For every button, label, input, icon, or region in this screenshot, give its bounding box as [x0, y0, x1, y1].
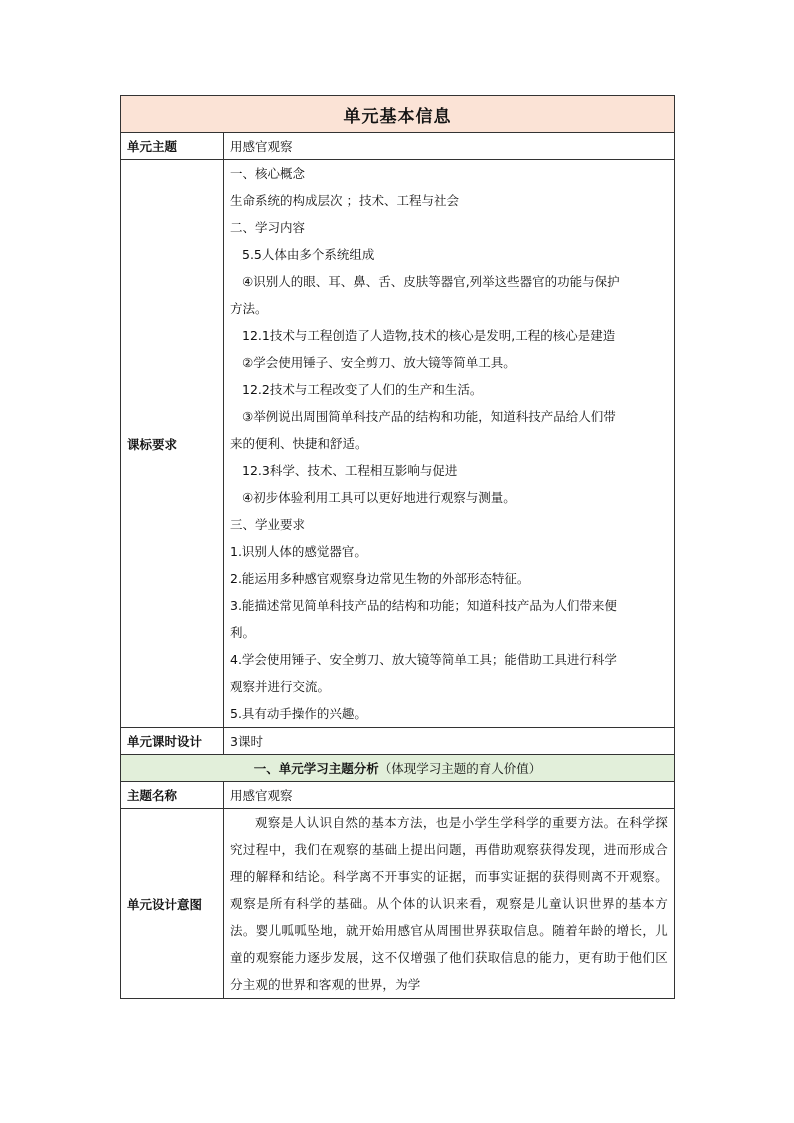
standard-line: 4.学会使用锤子、安全剪刀、放大镜等简单工具；能借助工具进行科学 [230, 652, 617, 667]
intent-label: 单元设计意图 [121, 809, 224, 999]
standard-line: 12.3科学、技术、工程相互影响与促进 [242, 463, 458, 478]
intent-content [224, 809, 675, 999]
topic-label: 主题名称 [121, 782, 224, 809]
standard-line: ③举例说出周围简单科技产品的结构和功能，知道科技产品给人们带 [242, 409, 616, 424]
standard-label: 课标要求 [121, 160, 224, 728]
standard-line: ②学会使用锤子、安全剪刀、放大镜等简单工具。 [242, 355, 516, 370]
standard-line: 一、核心概念 [230, 166, 306, 181]
standard-line: 二、学习内容 [230, 220, 306, 235]
standard-line: 3.能描述常见简单科技产品的结构和功能；知道科技产品为人们带来便 [230, 598, 617, 613]
intent-paragraph: 观察是人认识自然的基本方法，也是小学生学科学的重要方法。在科学探究过程中，我们在观察的基础上提出问题，再借助观察获得发现，进而形成合理的解释和结论。科学离不开事实的证据，而事实证据的获得则离不开观察。观察是所有科学的基础。从个体的认识来看，观察是儿童认识世界的基本方法。婴儿呱呱坠地，就开始用感官从周围世界获取信息。随着年龄的增长，儿童的观察能力逐步发展，这不仅增强了他们获取信息的能力，更有助于他们区分主观的世界和客观的世界，为学 [230, 815, 668, 992]
hours-label: 单元课时设计 [121, 728, 224, 755]
topic-value: 用感官观察 [224, 782, 675, 809]
hours-value: 3课时 [224, 728, 675, 755]
standard-line: 生命系统的构成层次 ；技术、工程与社会 [230, 193, 459, 208]
standard-line: 2.能运用多种感官观察身边常见生物的外部形态特征。 [230, 571, 530, 586]
standard-line: 12.1技术与工程创造了人造物,技术的核心是发明,工程的核心是建造 [242, 328, 616, 343]
standard-line: 12.2技术与工程改变了人们的生产和生活。 [242, 382, 483, 397]
standard-line: 三、学业要求 [230, 517, 306, 532]
standard-line: ④初步体验利用工具可以更好地进行观察与测量。 [242, 490, 516, 505]
standard-content [224, 160, 675, 728]
section-heading-title: 一、单元学习主题分析 [253, 761, 379, 776]
theme-label: 单元主题 [121, 133, 224, 160]
standard-line: ④识别人的眼、耳、鼻、舌、皮肤等器官,列举这些器官的功能与保护 [242, 274, 620, 289]
standard-line: 方法。 [230, 301, 268, 316]
standard-line: 观察并进行交流。 [230, 679, 331, 694]
section-heading-note: （体现学习主题的育人价值） [378, 761, 542, 776]
theme-value: 用感官观察 [224, 133, 675, 160]
standard-line: 利。 [230, 625, 256, 640]
standard-line: 5.具有动手操作的兴趣。 [230, 706, 367, 721]
unit-info-table [120, 95, 675, 999]
table-title: 单元基本信息 [121, 96, 675, 133]
section-heading [121, 755, 675, 782]
standard-line: 1.识别人体的感觉器官。 [230, 544, 367, 559]
standard-line: 5.5人体由多个系统组成 [242, 247, 375, 262]
standard-line: 来的便利、快捷和舒适。 [230, 436, 368, 451]
